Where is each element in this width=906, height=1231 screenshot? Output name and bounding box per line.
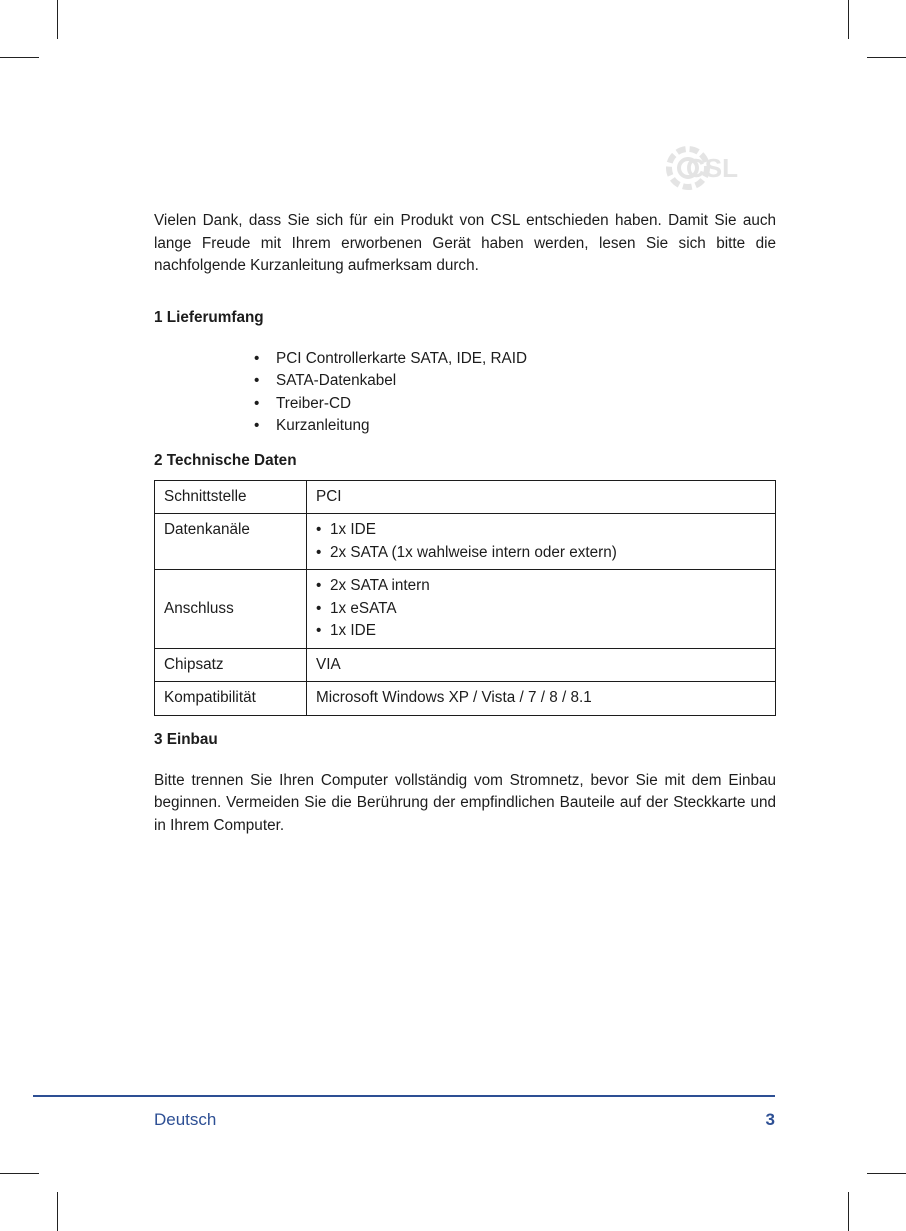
spec-label: Kompatibilität bbox=[155, 682, 307, 716]
spec-label: Chipsatz bbox=[155, 648, 307, 682]
spec-label: Schnittstelle bbox=[155, 480, 307, 514]
crop-mark bbox=[0, 57, 39, 58]
crop-mark bbox=[57, 1192, 58, 1231]
spec-table bbox=[154, 480, 776, 716]
table-row bbox=[155, 682, 776, 716]
table-row bbox=[155, 480, 776, 514]
list-item: • PCI Controllerkarte SATA, IDE, RAID bbox=[254, 348, 776, 371]
crop-mark bbox=[0, 1173, 39, 1174]
list-item: • SATA-Datenkabel bbox=[254, 370, 776, 393]
section-heading-lieferumfang: 1 Lieferumfang bbox=[154, 308, 264, 326]
page-number: 3 bbox=[765, 1110, 775, 1129]
spec-value bbox=[307, 570, 776, 649]
list-item: • Kurzanleitung bbox=[254, 415, 776, 438]
spec-value: Microsoft Windows XP / Vista / 7 / 8 / 8.1 bbox=[307, 682, 776, 716]
intro-paragraph: Vielen Dank, dass Sie sich für ein Produkt von CSL entschieden haben. Damit Sie auch lange Freude mit Ihrem erworbenen Gerät haben werden, lesen Sie sich bitte die nachfolgende Kurzanleitung aufmerksam durch. bbox=[154, 212, 776, 274]
spec-label: Datenkanäle bbox=[155, 514, 307, 570]
crop-mark bbox=[848, 0, 849, 39]
table-row bbox=[155, 570, 776, 649]
spec-value: VIA bbox=[307, 648, 776, 682]
einbau-paragraph: Bitte trennen Sie Ihren Computer vollständig vom Stromnetz, bevor Sie mit dem Einbau beginnen. Vermeiden Sie die Berührung der empfindlichen Bauteile auf der Steckkarte und in Ihrem Computer. bbox=[154, 771, 776, 834]
logo-text: CSL bbox=[686, 153, 738, 183]
spec-label: Anschluss bbox=[155, 570, 307, 649]
section-heading-technische-daten: 2 Technische Daten bbox=[154, 451, 297, 469]
crop-mark bbox=[848, 1192, 849, 1231]
spec-value: PCI bbox=[307, 480, 776, 514]
spec-value-item: • 1x IDE bbox=[316, 519, 766, 542]
page-content bbox=[154, 210, 776, 837]
crop-mark bbox=[867, 57, 906, 58]
spec-value-item: • 2x SATA intern bbox=[316, 575, 766, 598]
footer-divider bbox=[33, 1095, 775, 1097]
spec-value-item: • 1x eSATA bbox=[316, 598, 766, 621]
list-item: • Treiber-CD bbox=[254, 393, 776, 416]
crop-mark bbox=[57, 0, 58, 39]
section-heading-einbau: 3 Einbau bbox=[154, 730, 218, 748]
table-row bbox=[155, 514, 776, 570]
csl-logo bbox=[664, 142, 768, 194]
crop-mark bbox=[867, 1173, 906, 1174]
footer-language: Deutsch bbox=[154, 1110, 217, 1129]
spec-value bbox=[307, 514, 776, 570]
spec-value-item: • 1x IDE bbox=[316, 620, 766, 643]
table-row bbox=[155, 648, 776, 682]
delivery-list bbox=[154, 348, 776, 438]
spec-value-item: • 2x SATA (1x wahlweise intern oder extern) bbox=[316, 542, 766, 565]
